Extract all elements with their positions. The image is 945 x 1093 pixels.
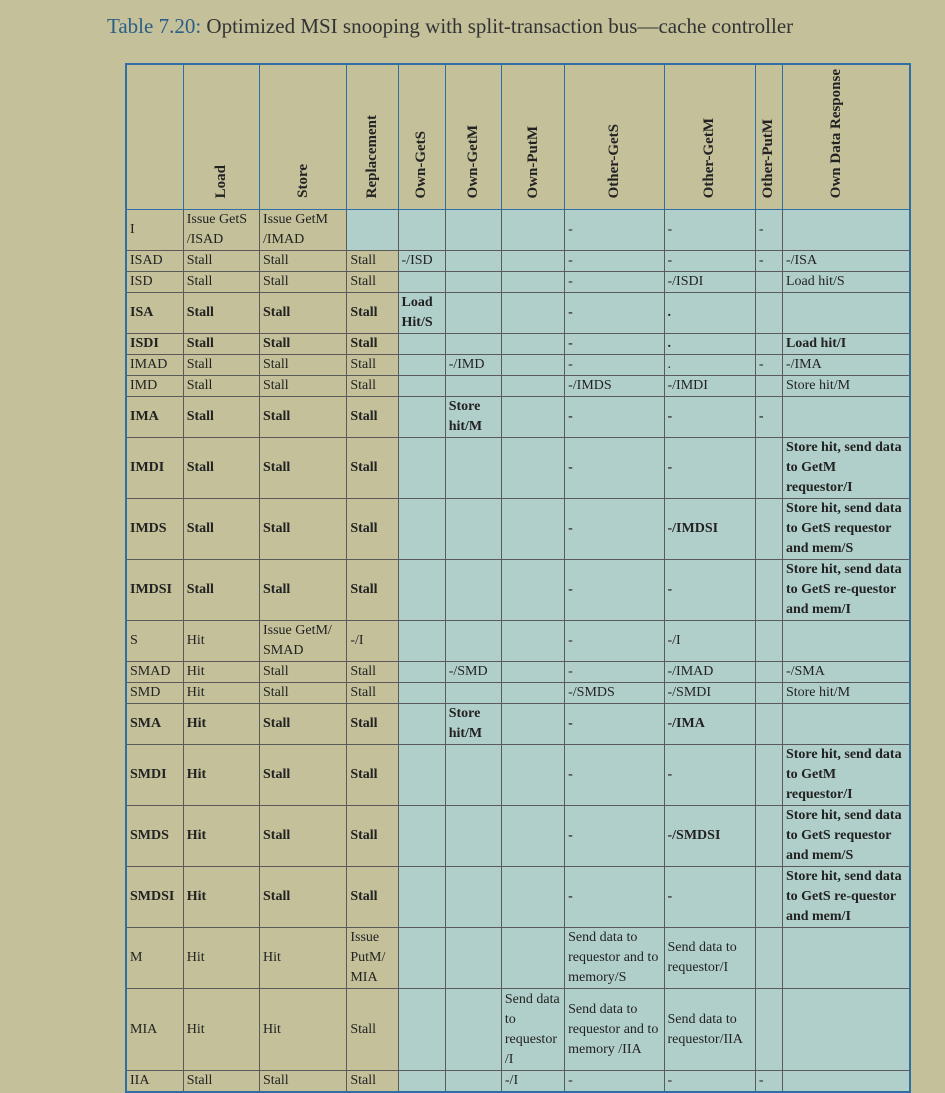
state-cell: SMAD	[126, 662, 183, 683]
table-cell: Store hit/M	[782, 376, 910, 397]
table-cell: Stall	[347, 806, 398, 867]
table-row	[126, 867, 910, 928]
table-cell	[398, 989, 445, 1071]
table-cell: Store hit, send data to GetS requestor and mem/S	[782, 499, 910, 560]
table-cell: Load hit/S	[782, 272, 910, 293]
table-cell	[501, 867, 564, 928]
table-cell: Stall	[347, 683, 398, 704]
column-header-label: Other-GetS	[605, 123, 622, 199]
table-cell	[501, 560, 564, 621]
state-cell: ISA	[126, 293, 183, 334]
table-cell: -	[565, 806, 664, 867]
table-cell	[501, 704, 564, 745]
table-caption	[107, 14, 793, 39]
table-cell	[755, 662, 782, 683]
table-cell: -/ISDI	[664, 272, 755, 293]
state-cell: SMDS	[126, 806, 183, 867]
table-cell: Send data to requestor/IIA	[664, 989, 755, 1071]
state-cell: S	[126, 621, 183, 662]
table-cell: Issue PutM/ MIA	[347, 928, 398, 989]
table-cell	[398, 1071, 445, 1093]
table-cell	[398, 704, 445, 745]
column-header-label: Own-PutM	[524, 125, 541, 199]
table-cell	[445, 928, 501, 989]
table-cell	[445, 745, 501, 806]
table-cell	[501, 376, 564, 397]
table-cell: -	[755, 397, 782, 438]
table-cell	[755, 293, 782, 334]
table-cell	[398, 662, 445, 683]
table-cell: -	[565, 355, 664, 376]
table-cell: Stall	[260, 397, 347, 438]
header-row	[126, 64, 910, 210]
table-cell	[347, 210, 398, 251]
column-header-label: Own-GetM	[464, 124, 481, 199]
table-cell	[445, 499, 501, 560]
table-cell	[501, 334, 564, 355]
table-cell: -/SMDS	[565, 683, 664, 704]
table-cell	[501, 251, 564, 272]
table-cell: .	[664, 293, 755, 334]
table-cell	[398, 499, 445, 560]
table-cell: Load hit/I	[782, 334, 910, 355]
table-cell	[755, 438, 782, 499]
table-cell: -	[755, 1071, 782, 1093]
table-cell: Stall	[260, 1071, 347, 1093]
table-cell	[445, 334, 501, 355]
table-cell	[755, 704, 782, 745]
caption-label: Table 7.20:	[107, 14, 202, 38]
table-row	[126, 704, 910, 745]
table-cell: Stall	[347, 376, 398, 397]
column-header	[183, 64, 259, 210]
table-cell	[501, 355, 564, 376]
table-cell	[755, 560, 782, 621]
table-row	[126, 272, 910, 293]
table-cell: Hit	[260, 989, 347, 1071]
state-cell: IMDS	[126, 499, 183, 560]
table-cell: -	[565, 397, 664, 438]
table-cell: Issue GetM /IMAD	[260, 210, 347, 251]
table-cell: Stall	[347, 334, 398, 355]
table-row	[126, 355, 910, 376]
table-cell: Send data to requestor and to memory /IIA	[565, 989, 664, 1071]
table-cell: -	[664, 745, 755, 806]
table-cell: Stall	[347, 438, 398, 499]
table-cell: Stall	[260, 355, 347, 376]
table-row	[126, 806, 910, 867]
table-cell: Send data to requestor /I	[501, 989, 564, 1071]
table-cell: -/SMDI	[664, 683, 755, 704]
table-cell: Hit	[183, 662, 259, 683]
table-cell	[398, 683, 445, 704]
table-cell: Stall	[183, 438, 259, 499]
table-cell: Stall	[260, 251, 347, 272]
table-cell	[398, 355, 445, 376]
table-row	[126, 928, 910, 989]
table-cell	[501, 210, 564, 251]
table-cell	[755, 928, 782, 989]
column-header	[565, 64, 664, 210]
table-cell	[501, 662, 564, 683]
table-cell	[398, 397, 445, 438]
column-header	[398, 64, 445, 210]
table-cell: Store hit, send data to GetS requestor and mem/S	[782, 806, 910, 867]
table-cell: -	[565, 1071, 664, 1093]
table-cell	[755, 499, 782, 560]
table-cell	[445, 293, 501, 334]
table-cell: Store hit/M	[445, 397, 501, 438]
table-cell	[445, 806, 501, 867]
table-cell	[501, 293, 564, 334]
column-header	[782, 64, 910, 210]
table-cell: Hit	[183, 621, 259, 662]
table-cell	[782, 293, 910, 334]
column-header-label: Load	[212, 164, 229, 199]
table-cell: .	[664, 334, 755, 355]
table-cell: Hit	[183, 806, 259, 867]
table-cell: Hit	[183, 683, 259, 704]
table-cell: Send data to requestor/I	[664, 928, 755, 989]
table-cell: -	[565, 272, 664, 293]
msi-controller-table	[125, 63, 911, 1093]
table-cell: .	[664, 355, 755, 376]
table-cell: Stall	[347, 499, 398, 560]
table-row	[126, 1071, 910, 1093]
table-row	[126, 438, 910, 499]
table-cell: Stall	[347, 704, 398, 745]
table-cell: Stall	[347, 867, 398, 928]
table-cell: -/I	[347, 621, 398, 662]
table-cell	[755, 745, 782, 806]
table-cell: Hit	[183, 745, 259, 806]
table-cell: -	[565, 560, 664, 621]
state-cell: ISDI	[126, 334, 183, 355]
table-cell	[398, 210, 445, 251]
table-cell: Store hit, send data to GetM requestor/I	[782, 745, 910, 806]
table-cell: Stall	[183, 334, 259, 355]
table-cell: Stall	[260, 334, 347, 355]
table-row	[126, 499, 910, 560]
table-cell: Stall	[347, 989, 398, 1071]
table-cell: -	[565, 334, 664, 355]
column-header-label: Other-GetM	[701, 117, 718, 199]
table-cell	[445, 272, 501, 293]
table-cell: Stall	[347, 1071, 398, 1093]
table-cell: Stall	[260, 683, 347, 704]
table-cell: -	[755, 355, 782, 376]
table-cell: Stall	[347, 397, 398, 438]
table-cell	[501, 499, 564, 560]
table-cell: -/SMA	[782, 662, 910, 683]
table-cell: Stall	[260, 376, 347, 397]
table-cell: Stall	[183, 272, 259, 293]
table-cell: Hit	[183, 704, 259, 745]
table-cell: Stall	[260, 867, 347, 928]
table-cell: -	[755, 210, 782, 251]
table-cell: Stall	[260, 438, 347, 499]
table-cell: Stall	[347, 355, 398, 376]
table-cell: -	[664, 251, 755, 272]
table-cell: Stall	[347, 745, 398, 806]
table-cell: Issue GetM/ SMAD	[260, 621, 347, 662]
table-cell: Store hit, send data to GetS re-questor and mem/I	[782, 867, 910, 928]
table-cell: Stall	[347, 272, 398, 293]
state-cell: M	[126, 928, 183, 989]
table-cell: Stall	[347, 560, 398, 621]
table-cell	[445, 683, 501, 704]
table-cell: -/IMAD	[664, 662, 755, 683]
table-cell	[501, 928, 564, 989]
state-cell: SMD	[126, 683, 183, 704]
table-cell: Issue GetS /ISAD	[183, 210, 259, 251]
state-cell: IMAD	[126, 355, 183, 376]
state-cell: SMDSI	[126, 867, 183, 928]
table-cell	[782, 928, 910, 989]
table-row	[126, 293, 910, 334]
table-cell	[398, 438, 445, 499]
table-row	[126, 334, 910, 355]
table-cell: Stall	[183, 251, 259, 272]
table-cell: Hit	[183, 867, 259, 928]
table-cell: -	[755, 251, 782, 272]
table-cell	[755, 272, 782, 293]
table-cell	[398, 272, 445, 293]
table-cell: -/SMD	[445, 662, 501, 683]
table-row	[126, 662, 910, 683]
column-header	[445, 64, 501, 210]
column-header-label: Replacement	[363, 114, 380, 199]
table-cell: -/I	[664, 621, 755, 662]
state-cell: IMA	[126, 397, 183, 438]
table-cell: Stall	[260, 560, 347, 621]
table-row	[126, 683, 910, 704]
table-cell: -	[565, 704, 664, 745]
table-cell: Stall	[260, 662, 347, 683]
table-cell	[398, 334, 445, 355]
table-cell: Stall	[347, 662, 398, 683]
table-cell	[445, 251, 501, 272]
column-header	[347, 64, 398, 210]
table-row	[126, 560, 910, 621]
table-cell: -/IMDSI	[664, 499, 755, 560]
table-cell	[398, 806, 445, 867]
state-cell: I	[126, 210, 183, 251]
table-cell	[445, 621, 501, 662]
table-cell	[782, 210, 910, 251]
table-cell: Stall	[347, 293, 398, 334]
table-cell: Stall	[260, 745, 347, 806]
table-cell	[755, 806, 782, 867]
state-cell: SMA	[126, 704, 183, 745]
table-cell: Stall	[260, 293, 347, 334]
table-cell: Hit	[260, 928, 347, 989]
column-header-label: Other-PutM	[760, 118, 777, 199]
table-cell	[755, 683, 782, 704]
table-cell	[501, 683, 564, 704]
table-cell: -	[565, 251, 664, 272]
table-cell: -/ISD	[398, 251, 445, 272]
table-cell	[445, 210, 501, 251]
table-cell: Stall	[260, 499, 347, 560]
table-cell: -	[565, 499, 664, 560]
table-cell	[755, 867, 782, 928]
table-cell: Store hit/M	[782, 683, 910, 704]
table-cell: Stall	[183, 293, 259, 334]
table-cell	[445, 867, 501, 928]
table-cell: Stall	[183, 355, 259, 376]
table-cell	[445, 438, 501, 499]
table-cell: Stall	[183, 499, 259, 560]
state-cell: ISD	[126, 272, 183, 293]
table-cell	[501, 272, 564, 293]
table-row	[126, 745, 910, 806]
table-cell: Stall	[347, 251, 398, 272]
table-cell	[398, 745, 445, 806]
table-cell: -	[565, 210, 664, 251]
table-cell: -/IMDS	[565, 376, 664, 397]
table-row	[126, 989, 910, 1071]
table-cell	[398, 621, 445, 662]
table-cell	[501, 806, 564, 867]
table-cell	[755, 334, 782, 355]
table-cell: Stall	[183, 397, 259, 438]
table-row	[126, 397, 910, 438]
table-cell	[398, 867, 445, 928]
table-row	[126, 376, 910, 397]
table-cell: -	[664, 397, 755, 438]
table-cell: -	[664, 867, 755, 928]
table-cell: -/IMDI	[664, 376, 755, 397]
table-cell: -	[664, 1071, 755, 1093]
column-header-label: Own Data Response	[827, 69, 844, 199]
table-cell	[501, 621, 564, 662]
table-cell: -	[565, 662, 664, 683]
table-cell: Stall	[260, 806, 347, 867]
table-row	[126, 621, 910, 662]
table-cell: Stall	[183, 376, 259, 397]
table-cell	[501, 745, 564, 806]
table-cell: -	[565, 438, 664, 499]
table-cell	[782, 621, 910, 662]
table-cell	[782, 704, 910, 745]
table-cell: -/IMD	[445, 355, 501, 376]
table-cell: -	[664, 438, 755, 499]
table-cell	[445, 560, 501, 621]
table-cell: -	[664, 560, 755, 621]
table-cell: -/SMDSI	[664, 806, 755, 867]
table-cell	[445, 989, 501, 1071]
column-header-label: Store	[294, 164, 311, 199]
table-cell: -	[565, 867, 664, 928]
table-cell	[398, 376, 445, 397]
table-cell: -/IMA	[664, 704, 755, 745]
table-cell	[755, 621, 782, 662]
table-cell: Hit	[183, 928, 259, 989]
table-cell	[501, 438, 564, 499]
table-cell: Hit	[183, 989, 259, 1071]
table-cell: -	[565, 293, 664, 334]
table-cell	[501, 397, 564, 438]
state-cell: IMD	[126, 376, 183, 397]
table-cell: -	[565, 621, 664, 662]
column-header	[260, 64, 347, 210]
table-cell: Stall	[183, 1071, 259, 1093]
state-cell: SMDI	[126, 745, 183, 806]
column-header	[664, 64, 755, 210]
caption-text: Optimized MSI snooping with split-transaction bus—cache controller	[201, 14, 794, 38]
table-cell: Stall	[260, 272, 347, 293]
table-cell	[445, 1071, 501, 1093]
state-cell: IIA	[126, 1071, 183, 1093]
table-cell	[398, 560, 445, 621]
table-cell: Store hit/M	[445, 704, 501, 745]
table-cell	[782, 1071, 910, 1093]
table-row	[126, 210, 910, 251]
table-cell	[782, 397, 910, 438]
table-cell	[755, 376, 782, 397]
table-cell: Store hit, send data to GetS re-questor and mem/I	[782, 560, 910, 621]
table-cell: -/IMA	[782, 355, 910, 376]
column-header	[755, 64, 782, 210]
header-corner	[126, 64, 183, 210]
table-cell: Load Hit/S	[398, 293, 445, 334]
table-cell: -	[664, 210, 755, 251]
column-header-label: Own-GetS	[413, 130, 430, 199]
table-cell: Stall	[260, 704, 347, 745]
table-cell: -/ISA	[782, 251, 910, 272]
state-cell: MIA	[126, 989, 183, 1071]
table-cell: Store hit, send data to GetM requestor/I	[782, 438, 910, 499]
table-cell	[398, 928, 445, 989]
state-cell: IMDI	[126, 438, 183, 499]
column-header	[501, 64, 564, 210]
state-cell: ISAD	[126, 251, 183, 272]
table-cell: Stall	[183, 560, 259, 621]
table-cell: -	[565, 745, 664, 806]
state-cell: IMDSI	[126, 560, 183, 621]
table-cell: -/I	[501, 1071, 564, 1093]
table-cell	[755, 989, 782, 1071]
table-row	[126, 251, 910, 272]
table-cell: Send data to requestor and to memory/S	[565, 928, 664, 989]
table-cell	[445, 376, 501, 397]
table-cell	[782, 989, 910, 1071]
